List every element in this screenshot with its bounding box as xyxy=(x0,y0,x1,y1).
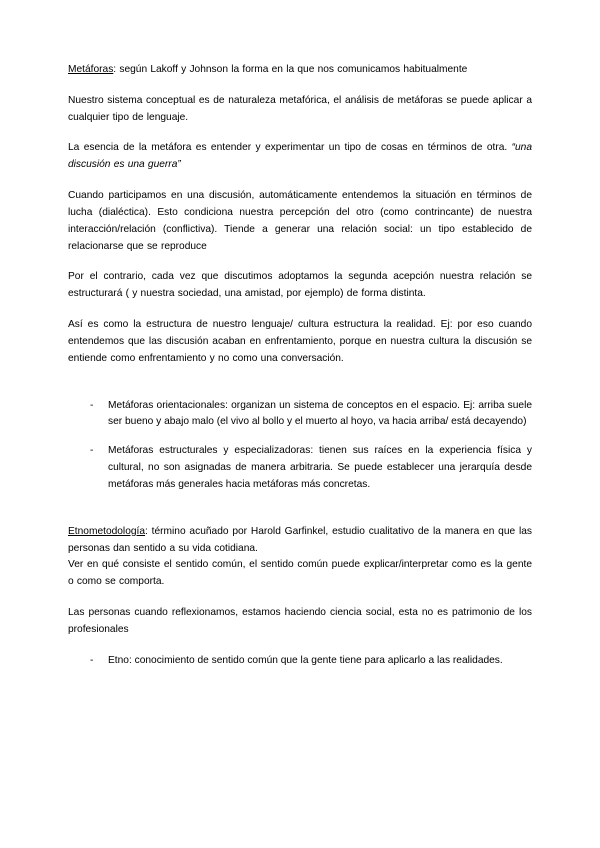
bullet-list-etno xyxy=(68,653,532,670)
paragraph-etnometodologia xyxy=(68,524,532,558)
bullet-dash-icon: - xyxy=(90,399,94,411)
list-item-text: Metáforas estructurales y especializadoras: tienen sus raíces en la experiencia física y cultural, no son asignadas de manera arbitraria. Se puede establecer una jerarquía desde metáforas más generales hacia metáforas más concretas. xyxy=(108,445,532,490)
paragraph-esencia-metafora xyxy=(68,140,532,174)
bullet-dash-icon: - xyxy=(90,445,94,457)
paragraph-segunda-acepcion: Por el contrario, cada vez que discutimos adoptamos la segunda acepción nuestra relación se estructurará ( y nuestra sociedad, una amistad, por ejemplo) de forma distinta. xyxy=(68,271,532,300)
bullet-list-metaforas xyxy=(68,398,532,494)
term-etnometodologia: Etnometodología xyxy=(68,525,146,537)
list-item-text: Etno: conocimiento de sentido común que la gente tiene para aplicarlo a las realidades. xyxy=(108,654,503,666)
list-item xyxy=(68,653,532,670)
paragraph-etnometodologia-text: : término acuñado por Harold Garfinkel, estudio cualitativo de la manera en que las personas dan sentido a su vida cotidiana. xyxy=(68,525,532,554)
list-item-text: Metáforas orientacionales: organizan un sistema de conceptos en el espacio. Ej: arriba suele ser bueno y abajo malo (el vivo al bollo y el muerto al hoyo, va hacia arriba/ está decayendo) xyxy=(108,399,532,428)
list-item xyxy=(68,398,532,432)
section-spacer xyxy=(68,382,532,398)
bullet-dash-icon: - xyxy=(90,654,94,666)
paragraph-sentido-comun: Ver en qué consiste el sentido común, el sentido común puede explicar/interpretar como es la gente o como se comporta. xyxy=(68,559,532,588)
paragraph-estructura-lenguaje: Así es como la estructura de nuestro lenguaje/ cultura estructura la realidad. Ej: por eso cuando entendemos que las discusión acaban en enfrentamiento, porque en nuestra cultura la discusión se entiende como enfrentamiento y no como una conversación. xyxy=(68,319,532,364)
paragraph-ciencia-social: Las personas cuando reflexionamos, estamos haciendo ciencia social, esta no es patrimonio de los profesionales xyxy=(68,607,532,635)
paragraph-esencia-metafora-text: La esencia de la metáfora es entender y experimentar un tipo de cosas en términos de otra. xyxy=(68,142,512,154)
quote-discusion-guerra: “una discusión es una guerra” xyxy=(68,142,532,171)
section-spacer xyxy=(68,508,532,524)
paragraph-metaforas-intro xyxy=(68,62,532,79)
list-item xyxy=(68,443,532,493)
term-metaforas: Metáforas xyxy=(68,64,114,75)
paragraph-metaforas-intro-text: : según Lakoff y Johnson la forma en la que nos comunicamos habitualmente xyxy=(113,64,468,75)
paragraph-sistema-conceptual: Nuestro sistema conceptual es de naturaleza metafórica, el análisis de metáforas se puede aplicar a cualquier tipo de lenguaje. xyxy=(68,94,532,123)
paragraph-discusion-lucha: Cuando participamos en una discusión, automáticamente entendemos la situación en términos de lucha (dialéctica). Esto condiciona nuestra percepción del otro (como contrincante) de nuestra interacción/relación (conflictiva). Tiende a generar una relación social: un tipo establecido de relacionarse que se reproduce xyxy=(68,190,532,252)
